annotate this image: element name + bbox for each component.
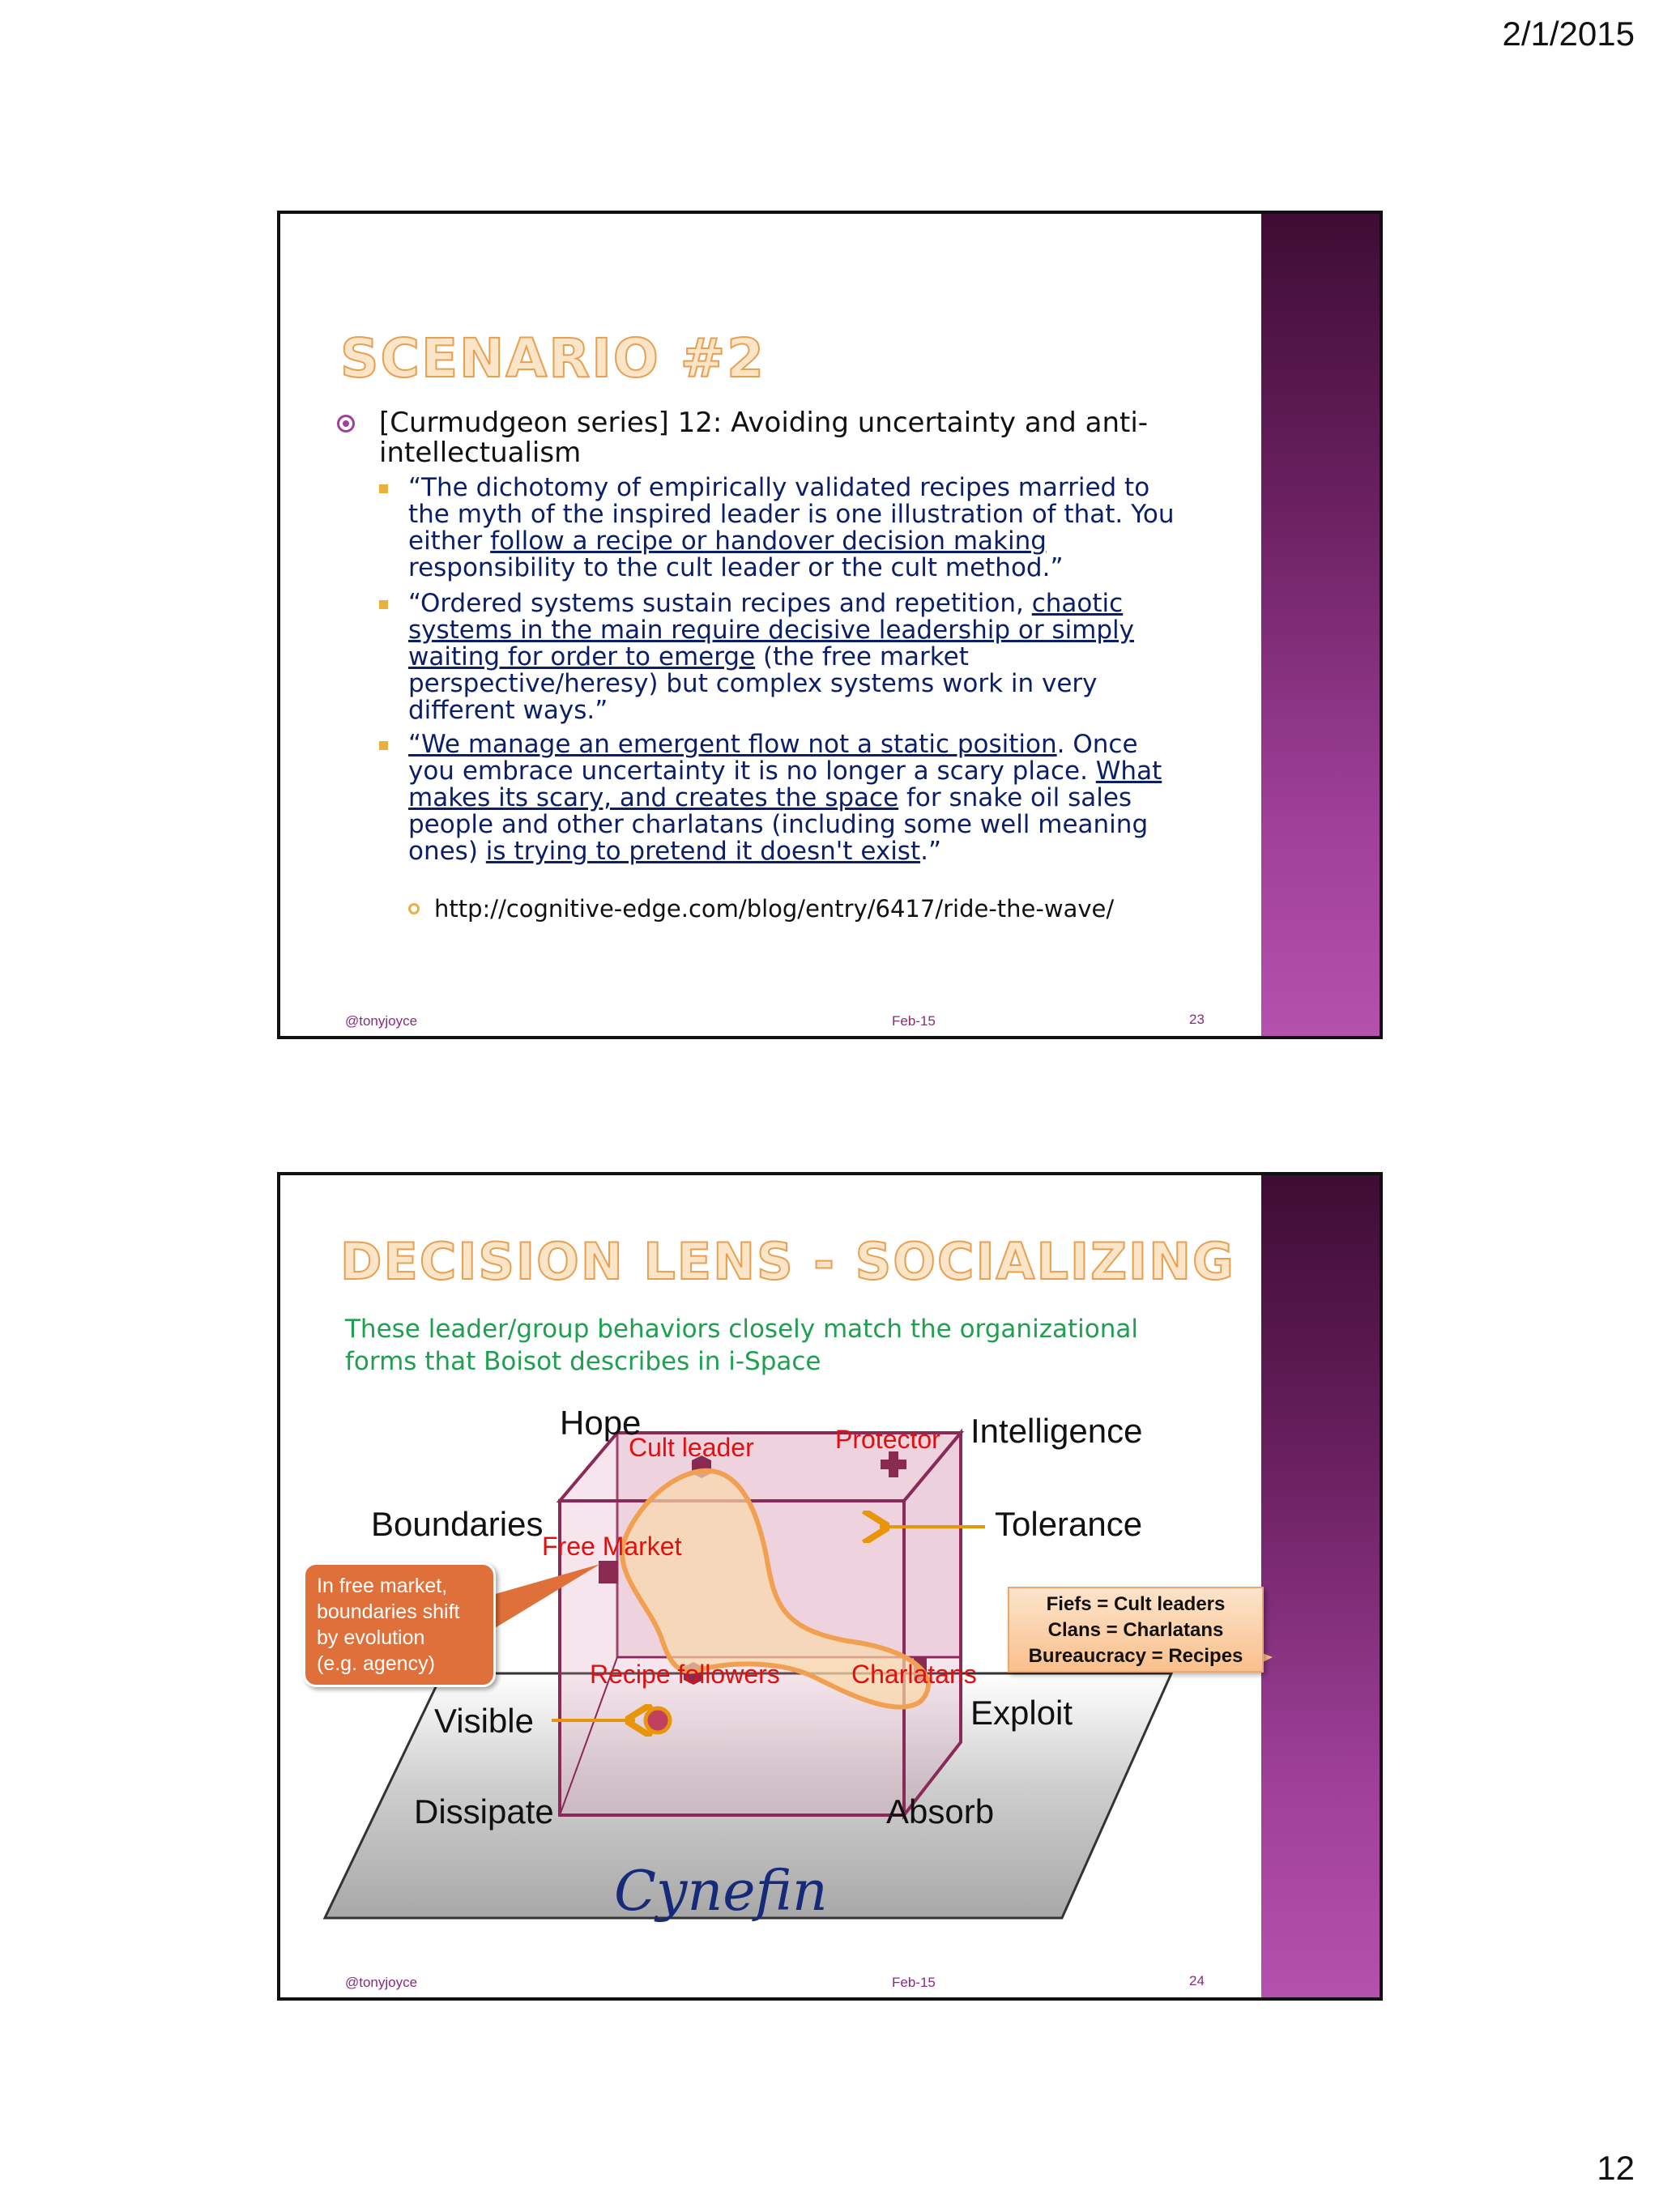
quote-item	[379, 731, 1189, 865]
quote-underlined-segment: follow a recipe or handover decision making	[490, 526, 1047, 556]
callout-line: by evolution	[317, 1626, 425, 1649]
callout-line: boundaries shift	[317, 1600, 460, 1623]
quote-segment: responsibility to the cult leader or the cult method.”	[408, 553, 1064, 582]
ring-bullet-icon	[408, 903, 420, 914]
footer-slide-number: 23	[1189, 1012, 1205, 1027]
free-market-callout	[303, 1562, 496, 1687]
role-label-recipe-followers: Recipe followers	[590, 1660, 780, 1689]
plane-label-cynefin: Cynefin	[614, 1860, 828, 1924]
quote-underlined-segment: “We manage an emergent flow not a static position	[408, 730, 1057, 759]
quote-text	[408, 590, 1189, 724]
square-bullet-icon	[379, 600, 388, 609]
quote-segment: “Ordered systems sustain recipes and repetition,	[408, 589, 1032, 618]
page-date: 2/1/2015	[1502, 15, 1635, 53]
footer-date: Feb-15	[892, 1013, 936, 1029]
slide-title: DECISION LENS - SOCIALIZING	[340, 1232, 1235, 1291]
role-label-cult-leader: Cult leader	[629, 1433, 754, 1462]
quote-segment: .”	[920, 837, 942, 866]
axis-label-visible: Visible	[434, 1702, 534, 1740]
intro-line-1: These leader/group behaviors closely match the organizational	[345, 1315, 1138, 1344]
axis-label-intelligence: Intelligence	[970, 1412, 1143, 1450]
marker-free-market	[599, 1561, 618, 1583]
axis-label-boundaries: Boundaries	[371, 1505, 544, 1543]
axis-label-tolerance: Tolerance	[995, 1505, 1143, 1543]
axis-label-absorb: Absorb	[886, 1792, 995, 1831]
callout-line: In free market,	[317, 1575, 448, 1597]
role-label-free-market: Free Market	[542, 1532, 682, 1561]
slide-decision-lens	[277, 1172, 1383, 2001]
square-bullet-icon	[379, 484, 388, 493]
quote-segment: “The dichotomy of empirically validated recipes married to the myth of the inspired leader is one illustration of that. You either	[408, 473, 1175, 556]
quote-item	[379, 475, 1189, 582]
source-link[interactable]: http://cognitive-edge.com/blog/entry/6417/ride-the-wave/	[434, 895, 1115, 923]
footer-date: Feb-15	[892, 1975, 936, 1990]
intro-line-2: forms that Boisot describes in i-Space	[345, 1347, 821, 1376]
main-bullet-text: [Curmudgeon series] 12: Avoiding uncertainty and anti-intellectualism	[379, 407, 1149, 469]
callout-line: (e.g. agency)	[317, 1652, 435, 1675]
quote-segment: . Once you embrace uncertainty it is no longer a scary place.	[408, 730, 1138, 786]
slide-title: SCENARIO #2	[340, 327, 766, 390]
page-number: 12	[1597, 2149, 1635, 2187]
quote-text	[408, 475, 1189, 582]
bullet-circle-icon	[337, 415, 355, 433]
footer-handle: @tonyjoyce	[345, 1013, 418, 1029]
axis-label-exploit: Exploit	[970, 1694, 1073, 1732]
mapping-line: Bureaucracy = Recipes	[1028, 1645, 1243, 1667]
role-label-protector: Protector	[835, 1425, 940, 1454]
axis-label-hope: Hope	[560, 1404, 642, 1442]
footer-slide-number: 24	[1189, 1973, 1205, 1988]
quote-segment: (the free market perspective/heresy) but complex systems work in very different ways.”	[408, 642, 1098, 725]
source-link-row	[408, 895, 1114, 923]
quote-item	[379, 590, 1189, 724]
quote-underlined-segment: What makes its scary, and creates the space	[408, 757, 1162, 812]
visible-dot	[646, 1708, 670, 1733]
quote-text	[408, 731, 1189, 865]
square-bullet-icon	[379, 741, 388, 750]
slide-scenario-2	[277, 211, 1383, 1039]
main-bullet	[340, 408, 1183, 468]
mapping-line: Clans = Charlatans	[1047, 1619, 1224, 1641]
slide-side-bar	[1261, 214, 1380, 1036]
quote-underlined-segment: chaotic systems in the main require decisive leadership or simply waiting for order to emerge	[408, 589, 1135, 671]
quote-underlined-segment: is trying to pretend it doesn't exist	[485, 837, 921, 866]
axis-label-dissipate: Dissipate	[414, 1792, 554, 1831]
organization-mapping-note	[1008, 1587, 1264, 1673]
footer-handle: @tonyjoyce	[345, 1975, 418, 1990]
quote-segment: for snake oil sales people and other charlatans (including some well meaning ones)	[408, 783, 1149, 866]
mapping-line: Fiefs = Cult leaders	[1046, 1593, 1226, 1615]
role-label-charlatans: Charlatans	[851, 1660, 977, 1689]
